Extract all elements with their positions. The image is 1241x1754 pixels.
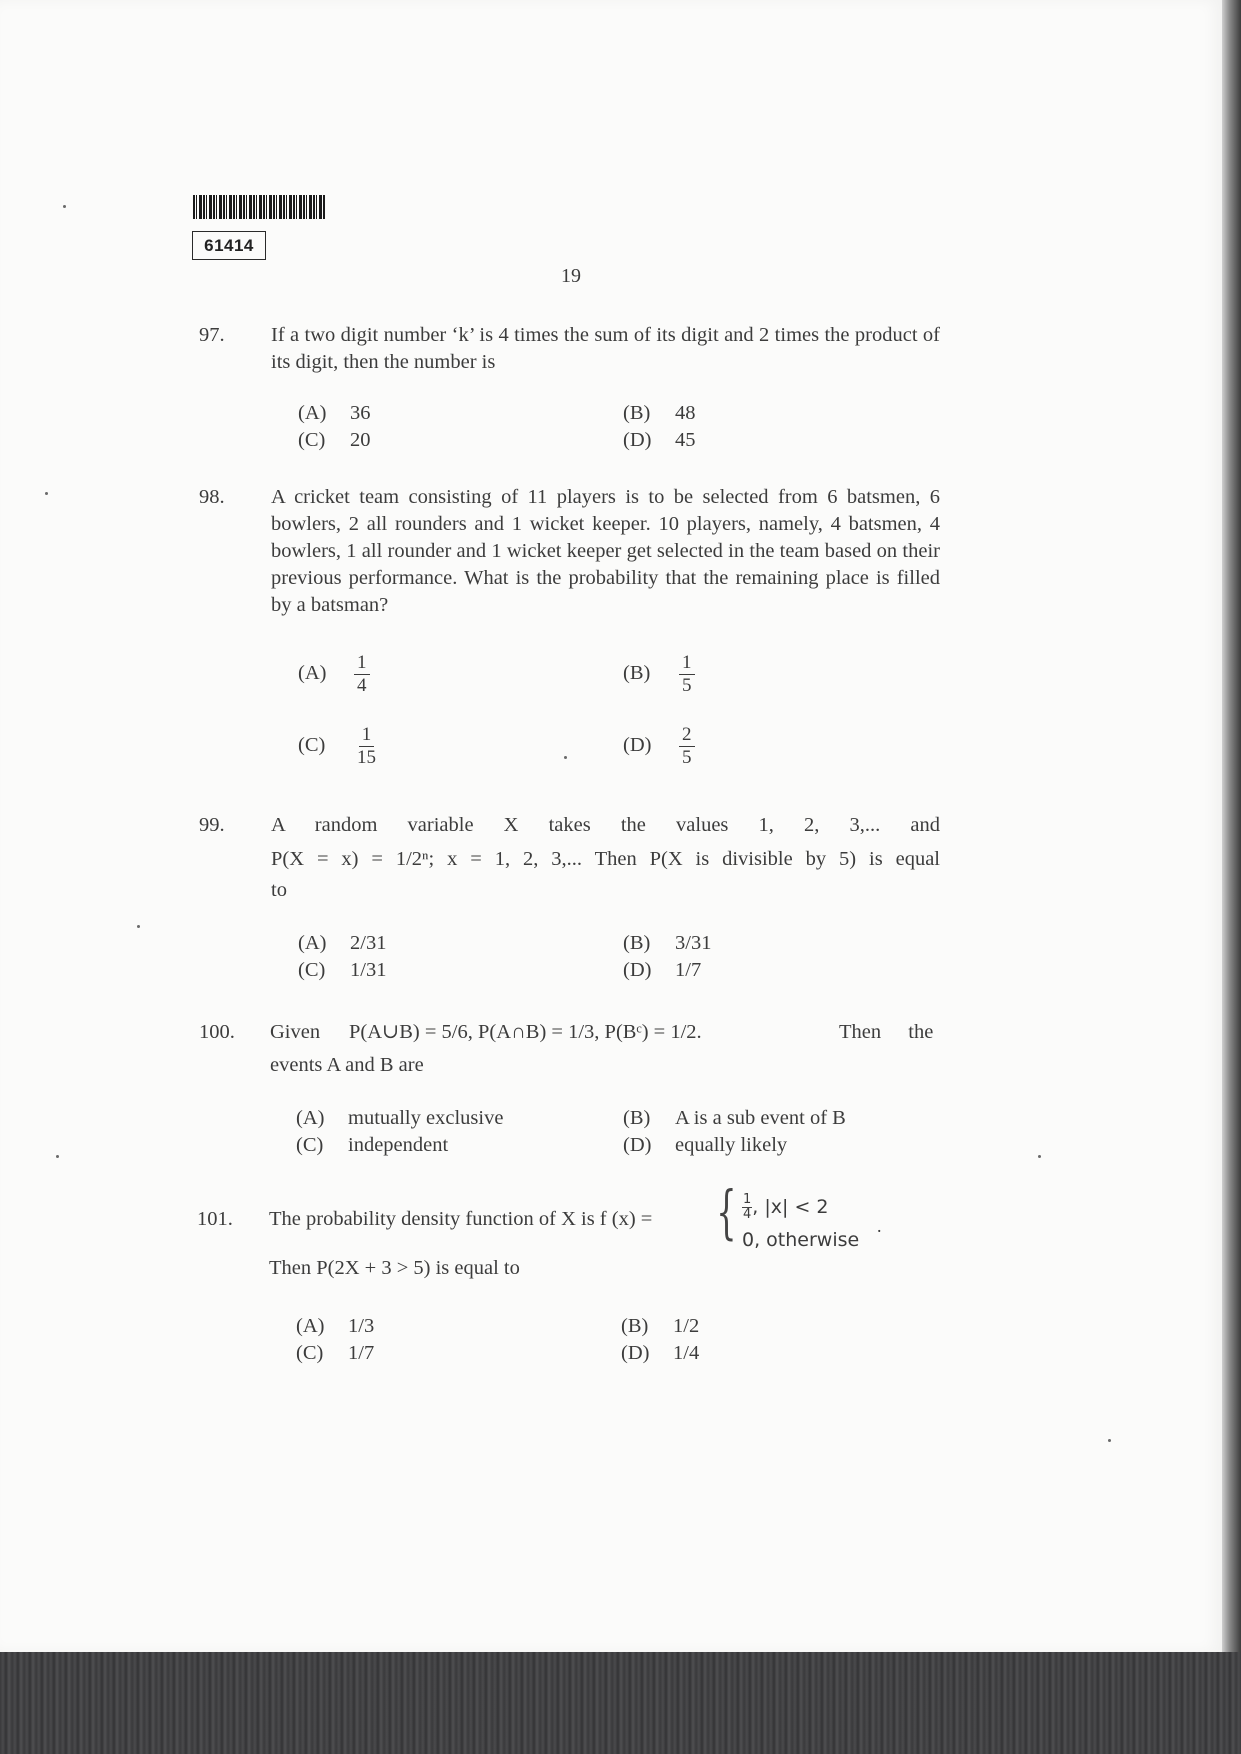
question-text-line3: to xyxy=(271,879,287,901)
question-text-line1: A random variable X takes the values 1, 2, 3,... and xyxy=(271,814,940,836)
question-expression: P(A∪B) = 5/6, P(A∩B) = 1/3, P(Bᶜ) = 1/2. xyxy=(349,1021,702,1043)
option-b: (B) $\frac{1}{5}$ xyxy=(623,652,695,697)
question-number: 98. xyxy=(199,486,225,508)
scan-speck xyxy=(1038,1155,1041,1158)
piecewise-case-2: 0, otherwise xyxy=(742,1229,860,1251)
scan-speck xyxy=(56,1155,59,1158)
option-c: (C) 1/31 xyxy=(298,959,387,981)
option-c: (C) $\frac{1}{15}$ xyxy=(298,724,376,768)
option-d: (D) $\frac{2}{5}$ xyxy=(623,724,695,769)
option-a: (A) 36 xyxy=(298,402,371,424)
scan-speck xyxy=(137,925,140,928)
option-b: (B) 48 xyxy=(623,402,696,424)
scan-speck xyxy=(63,205,66,208)
question-number: 97. xyxy=(199,324,225,346)
option-a: (A) 1/3 xyxy=(296,1315,375,1337)
option-b: (B) A is a sub event of B xyxy=(623,1107,846,1129)
option-d: (D) equally likely xyxy=(623,1134,788,1156)
option-d: (D) 1/4 xyxy=(621,1342,700,1364)
scan-speck xyxy=(1108,1439,1111,1442)
question-then: Then the xyxy=(839,1021,934,1043)
paper-code-box: 61414 xyxy=(192,231,266,260)
piecewise-case-1: $\frac{1}{4}$ , |x| < 2 xyxy=(743,1192,829,1222)
trailing-dot: . xyxy=(877,1216,882,1236)
question-number: 100. xyxy=(199,1021,235,1043)
page-number: 19 xyxy=(561,265,581,287)
option-b: (B) 1/2 xyxy=(621,1315,700,1337)
option-c: (C) independent xyxy=(296,1134,449,1156)
scan-right-edge xyxy=(1222,0,1241,1754)
barcode xyxy=(193,195,325,219)
option-c: (C) 20 xyxy=(298,429,371,451)
question-text-line2: Then P(2X + 3 > 5) is equal to xyxy=(269,1257,520,1279)
question-text-line2: events A and B are xyxy=(270,1054,424,1076)
option-d: (D) 45 xyxy=(623,429,696,451)
question-text: If a two digit number ‘k’ is 4 times the sum of its digit and 2 times the product of its digit, then the number is xyxy=(271,324,940,373)
question-text: A cricket team consisting of 11 players is to be selected from 6 batsmen, 6 bowlers, 2 all rounders and 1 wicket keeper. 10 players, namely, 4 batsmen, 4 bowlers, 1 all rounder and 1 wicket keeper get selected in the team based on their previous performance. What is the probability that the remaining place is filled by a batsman? xyxy=(271,486,940,616)
question-lead: The probability density function of X is f (x) = xyxy=(269,1208,653,1230)
question-number: 101. xyxy=(197,1208,233,1230)
question-given: Given xyxy=(270,1021,321,1043)
option-a: (A) $\frac{1}{4}$ xyxy=(298,652,370,697)
piecewise-brace: { xyxy=(716,1178,737,1246)
question-text-line2: P(X = x) = 1/2ⁿ; x = 1, 2, 3,... Then P(X is divisible by 5) is equal xyxy=(271,848,940,870)
option-c: (C) 1/7 xyxy=(296,1342,375,1364)
option-d: (D) 1/7 xyxy=(623,959,702,981)
scan-speck xyxy=(564,756,567,759)
question-number: 99. xyxy=(199,814,225,836)
scan-bottom-edge xyxy=(0,1652,1241,1754)
option-a: (A) mutually exclusive xyxy=(296,1107,504,1129)
scan-speck xyxy=(45,492,48,495)
option-b: (B) 3/31 xyxy=(623,932,712,954)
option-a: (A) 2/31 xyxy=(298,932,387,954)
